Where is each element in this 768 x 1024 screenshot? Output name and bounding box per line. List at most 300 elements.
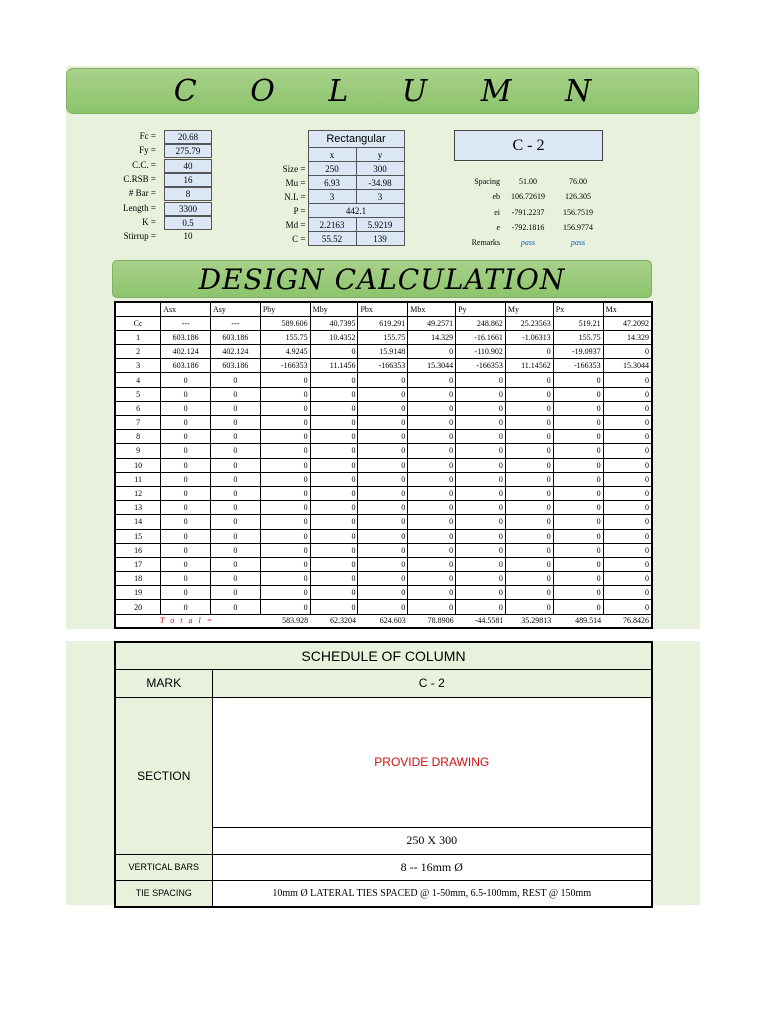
calc-cell: 0 [358, 600, 408, 614]
calc-cell: 0 [358, 444, 408, 458]
calculation-table [114, 301, 653, 629]
calc-cell: 519.21 [553, 316, 603, 330]
calc-cell: 0 [310, 444, 358, 458]
calc-row [115, 444, 652, 458]
calc-cell: 25.23563 [505, 316, 553, 330]
result-row [450, 177, 600, 191]
calc-cell: 4 [115, 373, 161, 387]
calc-cell: 0 [310, 472, 358, 486]
calc-cell: 0 [211, 430, 261, 444]
calc-cell: 0 [456, 515, 506, 529]
calc-cell: 0 [408, 557, 456, 571]
calc-cell: 0 [553, 501, 603, 515]
calc-cell: 0 [310, 529, 358, 543]
calc-cell: 0 [310, 586, 358, 600]
calc-cell: 10 [115, 458, 161, 472]
calc-header: Mx [603, 302, 652, 316]
calc-cell: -166353 [456, 359, 506, 373]
calc-cell: 11 [115, 472, 161, 486]
calc-cell: 0 [161, 572, 211, 586]
calc-cell: 0 [260, 501, 310, 515]
calc-cell: 0 [310, 458, 358, 472]
input-row [110, 130, 212, 144]
calc-cell: 0 [408, 543, 456, 557]
calc-row [115, 373, 652, 387]
calc-cell: 0 [603, 373, 652, 387]
calc-cell: 0 [505, 586, 553, 600]
calc-cell: 0 [358, 501, 408, 515]
calc-row [115, 472, 652, 486]
result-label: Remarks [471, 238, 500, 248]
total-cell: 489.514 [553, 614, 603, 628]
section-row [260, 162, 404, 176]
calc-cell: 1 [115, 330, 161, 344]
calc-cell: 248.862 [456, 316, 506, 330]
column-mark-box [454, 130, 603, 161]
calc-cell: 49.2571 [408, 316, 456, 330]
calc-cell: 14 [115, 515, 161, 529]
calc-cell: 0 [603, 430, 652, 444]
input-row [110, 144, 212, 158]
calc-cell: 0 [505, 557, 553, 571]
calc-row [115, 458, 652, 472]
input-row [110, 202, 212, 216]
calc-header: Mby [310, 302, 358, 316]
section-row-label: C = [292, 233, 306, 244]
input-value: 16 [164, 173, 212, 187]
calc-cell: 8 [115, 430, 161, 444]
calc-cell: --- [211, 316, 261, 330]
calc-cell: 0 [161, 458, 211, 472]
calc-cell: 0 [553, 458, 603, 472]
total-cell: 78.8906 [408, 614, 456, 628]
calc-cell: 14.329 [408, 330, 456, 344]
calc-cell: 0 [161, 387, 211, 401]
calc-row [115, 359, 652, 373]
calc-cell: 10.4352 [310, 330, 358, 344]
calc-cell: 0 [161, 486, 211, 500]
calc-cell: 0 [358, 430, 408, 444]
calc-cell: 0 [161, 472, 211, 486]
result-value-x: 51.00 [519, 177, 537, 186]
calc-cell: 0 [260, 529, 310, 543]
calc-cell: 0 [456, 501, 506, 515]
input-value: 8 [164, 187, 212, 201]
calc-cell: 0 [408, 387, 456, 401]
calc-cell: 0 [505, 345, 553, 359]
result-label: ei [494, 207, 500, 217]
calc-cell: 0 [161, 444, 211, 458]
column-title: C O L U M N [173, 73, 614, 109]
section-row-label: P = [293, 205, 306, 216]
design-calculation-title: DESIGN CALCULATION [198, 262, 566, 296]
calc-cell: 0 [505, 600, 553, 614]
calc-header: Px [553, 302, 603, 316]
calc-row [115, 387, 652, 401]
input-value: 10 [183, 231, 193, 242]
calc-cell: 0 [505, 458, 553, 472]
calc-header: Asx [161, 302, 211, 316]
calc-cell: 0 [310, 486, 358, 500]
calc-cell: 0 [161, 557, 211, 571]
calc-cell: 0 [211, 387, 261, 401]
input-value: 20.68 [164, 130, 212, 144]
calc-cell: 603.186 [211, 359, 261, 373]
calc-cell: 0 [603, 501, 652, 515]
section-row-y: 139 [356, 232, 404, 246]
result-row [450, 208, 600, 222]
calc-cell: 0 [310, 345, 358, 359]
calc-total-row [115, 614, 652, 628]
calc-cell: 0 [408, 472, 456, 486]
calc-cell: 0 [161, 401, 211, 415]
result-value-x: 106.72619 [511, 192, 545, 202]
calc-row [115, 430, 652, 444]
calc-cell: 0 [456, 529, 506, 543]
calc-row [115, 316, 652, 330]
tie-spacing-label: TIE SPACING [115, 880, 212, 907]
total-cell: 624.603 [358, 614, 408, 628]
column-mark: C - 2 [512, 136, 545, 154]
input-value: 275.79 [164, 144, 212, 158]
calc-cell: 0 [260, 458, 310, 472]
input-label: Fy = [139, 145, 156, 156]
input-label: Stirrup = [123, 231, 156, 242]
section-row-x: 3 [308, 190, 356, 204]
calc-cell: 0 [310, 543, 358, 557]
calc-cell: 17 [115, 557, 161, 571]
input-value: 3300 [164, 202, 212, 216]
calc-cell: 7 [115, 416, 161, 430]
calc-cell: 0 [260, 401, 310, 415]
calc-cell: 0 [456, 486, 506, 500]
calc-cell: 0 [505, 387, 553, 401]
calc-cell: 0 [310, 557, 358, 571]
section-size: 250 X 300 [212, 827, 652, 854]
calc-cell: 589.606 [260, 316, 310, 330]
calc-row [115, 557, 652, 571]
input-label: C.RSB = [123, 173, 156, 184]
calc-row [115, 529, 652, 543]
calc-cell: 0 [456, 387, 506, 401]
calc-cell: 0 [553, 401, 603, 415]
section-row [260, 176, 404, 190]
calc-cell: 0 [408, 529, 456, 543]
input-row [110, 173, 212, 187]
calc-cell: 0 [603, 345, 652, 359]
col-x-header: x [308, 148, 356, 162]
section-row-x: 6.93 [308, 176, 356, 190]
calc-cell: 0 [260, 557, 310, 571]
calc-cell: 155.75 [553, 330, 603, 344]
calc-cell: 0 [603, 515, 652, 529]
calc-cell: 603.186 [211, 330, 261, 344]
calc-cell: 0 [553, 515, 603, 529]
calc-row [115, 572, 652, 586]
calc-cell: 0 [456, 373, 506, 387]
calc-cell: 0 [408, 600, 456, 614]
calc-cell: 18 [115, 572, 161, 586]
calc-cell: 0 [310, 401, 358, 415]
result-row [450, 238, 600, 252]
calc-cell: 0 [310, 501, 358, 515]
calc-cell: 0 [408, 515, 456, 529]
calc-cell: 0 [603, 458, 652, 472]
section-row [260, 190, 404, 204]
section-row-label: Size = [282, 163, 306, 174]
calc-cell: 0 [211, 401, 261, 415]
section-table [260, 130, 405, 246]
mark-label: MARK [115, 669, 212, 697]
calc-cell: 155.75 [358, 330, 408, 344]
calc-cell: 0 [260, 387, 310, 401]
calc-cell: 0 [408, 572, 456, 586]
column-title-banner [66, 68, 699, 114]
input-label: Fc = [139, 131, 156, 141]
calc-cell: 12 [115, 486, 161, 500]
calc-cell: 0 [456, 430, 506, 444]
calc-cell: 0 [603, 387, 652, 401]
calc-cell: 0 [358, 543, 408, 557]
result-value-y: 156.9774 [563, 222, 593, 232]
calc-cell: 619.291 [358, 316, 408, 330]
calc-cell: 0 [505, 472, 553, 486]
calc-cell: 0 [358, 458, 408, 472]
calc-cell: 0 [211, 458, 261, 472]
calc-cell: 20 [115, 600, 161, 614]
calc-cell: 16 [115, 543, 161, 557]
calc-cell: 0 [456, 586, 506, 600]
calc-cell: 0 [260, 430, 310, 444]
calc-cell: 0 [505, 373, 553, 387]
calc-cell: 0 [553, 373, 603, 387]
result-value-x: -792.1816 [511, 222, 545, 232]
calc-cell: 0 [505, 501, 553, 515]
calc-cell: 0 [505, 401, 553, 415]
section-row [260, 218, 404, 232]
calc-cell: 0 [408, 430, 456, 444]
calc-cell: 0 [505, 486, 553, 500]
input-row [110, 159, 212, 173]
calc-cell: 0 [260, 373, 310, 387]
calc-cell: -16.1661 [456, 330, 506, 344]
calc-cell: 0 [161, 586, 211, 600]
calc-cell: 0 [211, 472, 261, 486]
calc-cell: 11.14562 [505, 359, 553, 373]
calc-cell: 0 [456, 401, 506, 415]
calc-cell: 15.9148 [358, 345, 408, 359]
vertical-bars-value: 8 -- 16mm Ø [212, 854, 652, 880]
schedule-table [114, 641, 653, 908]
calc-cell: 0 [211, 515, 261, 529]
calc-cell: 6 [115, 401, 161, 415]
input-row [110, 187, 212, 201]
calc-cell: Cc [115, 316, 161, 330]
calc-cell: 0 [456, 572, 506, 586]
section-row-x: 2.2163 [308, 218, 356, 232]
calc-cell: 0 [260, 543, 310, 557]
calc-row [115, 486, 652, 500]
calc-cell: 0 [260, 444, 310, 458]
calc-cell: 0 [358, 416, 408, 430]
calc-cell: 0 [408, 345, 456, 359]
calc-cell: 0 [603, 586, 652, 600]
section-type-header: Rectangular [308, 131, 404, 148]
result-label: Spacing [474, 177, 500, 186]
calc-cell: 0 [505, 543, 553, 557]
calc-row [115, 501, 652, 515]
calc-cell: 402.124 [161, 345, 211, 359]
calc-cell: 0 [211, 373, 261, 387]
calc-cell: 0 [408, 416, 456, 430]
input-label: K = [142, 216, 156, 227]
calc-cell: 0 [161, 543, 211, 557]
section-label: SECTION [115, 697, 212, 854]
calc-cell: 0 [358, 572, 408, 586]
calc-cell: -166353 [260, 359, 310, 373]
calc-cell: 0 [211, 586, 261, 600]
total-cell: -44.5581 [456, 614, 506, 628]
calc-cell: 0 [161, 430, 211, 444]
drawing-placeholder: PROVIDE DRAWING [212, 697, 652, 827]
result-row [450, 223, 600, 237]
calc-cell: 0 [260, 600, 310, 614]
calc-cell: 0 [358, 586, 408, 600]
section-row [260, 204, 404, 218]
calc-cell: 0 [505, 515, 553, 529]
section-row-y: 300 [356, 162, 404, 176]
calc-header: My [505, 302, 553, 316]
calc-cell: 0 [456, 472, 506, 486]
calc-cell: --- [161, 316, 211, 330]
total-cell: 583.928 [260, 614, 310, 628]
input-row [110, 230, 212, 244]
calc-header: Pbx [358, 302, 408, 316]
calc-header: Asy [211, 302, 261, 316]
total-cell: 35.29813 [505, 614, 553, 628]
calc-cell: 0 [456, 557, 506, 571]
result-value-y: pass [570, 238, 586, 248]
calc-cell: 0 [553, 486, 603, 500]
section-row-label: N.L = [284, 191, 306, 202]
calc-cell: 0 [260, 486, 310, 500]
calc-cell: 19 [115, 586, 161, 600]
calc-cell: 0 [211, 557, 261, 571]
calc-cell: 0 [161, 501, 211, 515]
calc-cell: 0 [553, 444, 603, 458]
calc-cell: 0 [211, 444, 261, 458]
result-value-y: 76.00 [569, 177, 587, 186]
calc-cell: 0 [505, 416, 553, 430]
calc-cell: 0 [603, 543, 652, 557]
section-row-merged: 442.1 [308, 204, 404, 218]
calc-cell: 3 [115, 359, 161, 373]
calc-cell: 0 [260, 572, 310, 586]
calc-cell: 0 [211, 600, 261, 614]
calc-cell: 0 [310, 387, 358, 401]
calc-cell: 0 [310, 600, 358, 614]
total-cell: 62.3204 [310, 614, 358, 628]
calc-cell: -110.902 [456, 345, 506, 359]
input-label: # Bar = [128, 188, 156, 199]
calc-cell: 0 [211, 529, 261, 543]
calc-cell: 0 [211, 486, 261, 500]
calc-row [115, 586, 652, 600]
calc-row [115, 600, 652, 614]
calc-cell: 0 [161, 529, 211, 543]
calc-cell: -166353 [358, 359, 408, 373]
calc-cell: 0 [310, 416, 358, 430]
calc-cell: 0 [456, 600, 506, 614]
calc-cell: 4.9245 [260, 345, 310, 359]
input-value: 0.5 [164, 216, 212, 230]
result-value-x: -791.2237 [511, 207, 545, 217]
total-label: T o t a l = [115, 614, 260, 628]
result-value-y: 156.7519 [563, 207, 593, 217]
calc-cell: 0 [553, 600, 603, 614]
calc-cell: 0 [310, 373, 358, 387]
calc-cell: 13 [115, 501, 161, 515]
calc-cell: 402.124 [211, 345, 261, 359]
calc-cell: 603.186 [161, 359, 211, 373]
calc-cell: 0 [310, 572, 358, 586]
calc-cell: 0 [408, 486, 456, 500]
calc-cell: 0 [603, 444, 652, 458]
calc-cell: 0 [358, 472, 408, 486]
calc-cell: 0 [260, 416, 310, 430]
section-row-y: 3 [356, 190, 404, 204]
tie-spacing-value: 10mm Ø LATERAL TIES SPACED @ 1-50mm, 6.5-100mm, REST @ 150mm [212, 880, 652, 907]
calc-cell: 40.7395 [310, 316, 358, 330]
calc-cell: 0 [603, 600, 652, 614]
calc-cell: 0 [603, 401, 652, 415]
calc-cell: 11.1456 [310, 359, 358, 373]
calc-cell: 9 [115, 444, 161, 458]
calc-cell: 0 [310, 430, 358, 444]
calc-cell: 0 [260, 472, 310, 486]
section-row-x: 250 [308, 162, 356, 176]
calc-cell: 0 [603, 486, 652, 500]
calc-header: Pby [260, 302, 310, 316]
calc-cell: 0 [358, 529, 408, 543]
result-value-y: 126.305 [565, 192, 591, 202]
calc-cell: 0 [358, 387, 408, 401]
calc-row [115, 401, 652, 415]
input-value: 40 [164, 159, 212, 173]
calc-cell: 0 [358, 373, 408, 387]
calc-cell: 0 [603, 557, 652, 571]
calc-cell: 0 [456, 444, 506, 458]
calc-cell: 0 [161, 373, 211, 387]
calc-cell: 15.3044 [603, 359, 652, 373]
calc-cell: 603.186 [161, 330, 211, 344]
calc-cell: 0 [456, 543, 506, 557]
section-row-x: 55.52 [308, 232, 356, 246]
input-label: Length = [123, 202, 156, 213]
calc-cell: 0 [553, 557, 603, 571]
calc-row [115, 543, 652, 557]
calc-cell: 15.3044 [408, 359, 456, 373]
calc-cell: 0 [358, 486, 408, 500]
calc-cell: 5 [115, 387, 161, 401]
result-row [450, 192, 600, 206]
calc-cell: 14.329 [603, 330, 652, 344]
result-label: eb [492, 192, 500, 202]
input-label: C.C. = [132, 159, 156, 170]
calc-cell: 0 [603, 572, 652, 586]
calc-cell: 0 [161, 600, 211, 614]
calc-cell: 0 [553, 416, 603, 430]
